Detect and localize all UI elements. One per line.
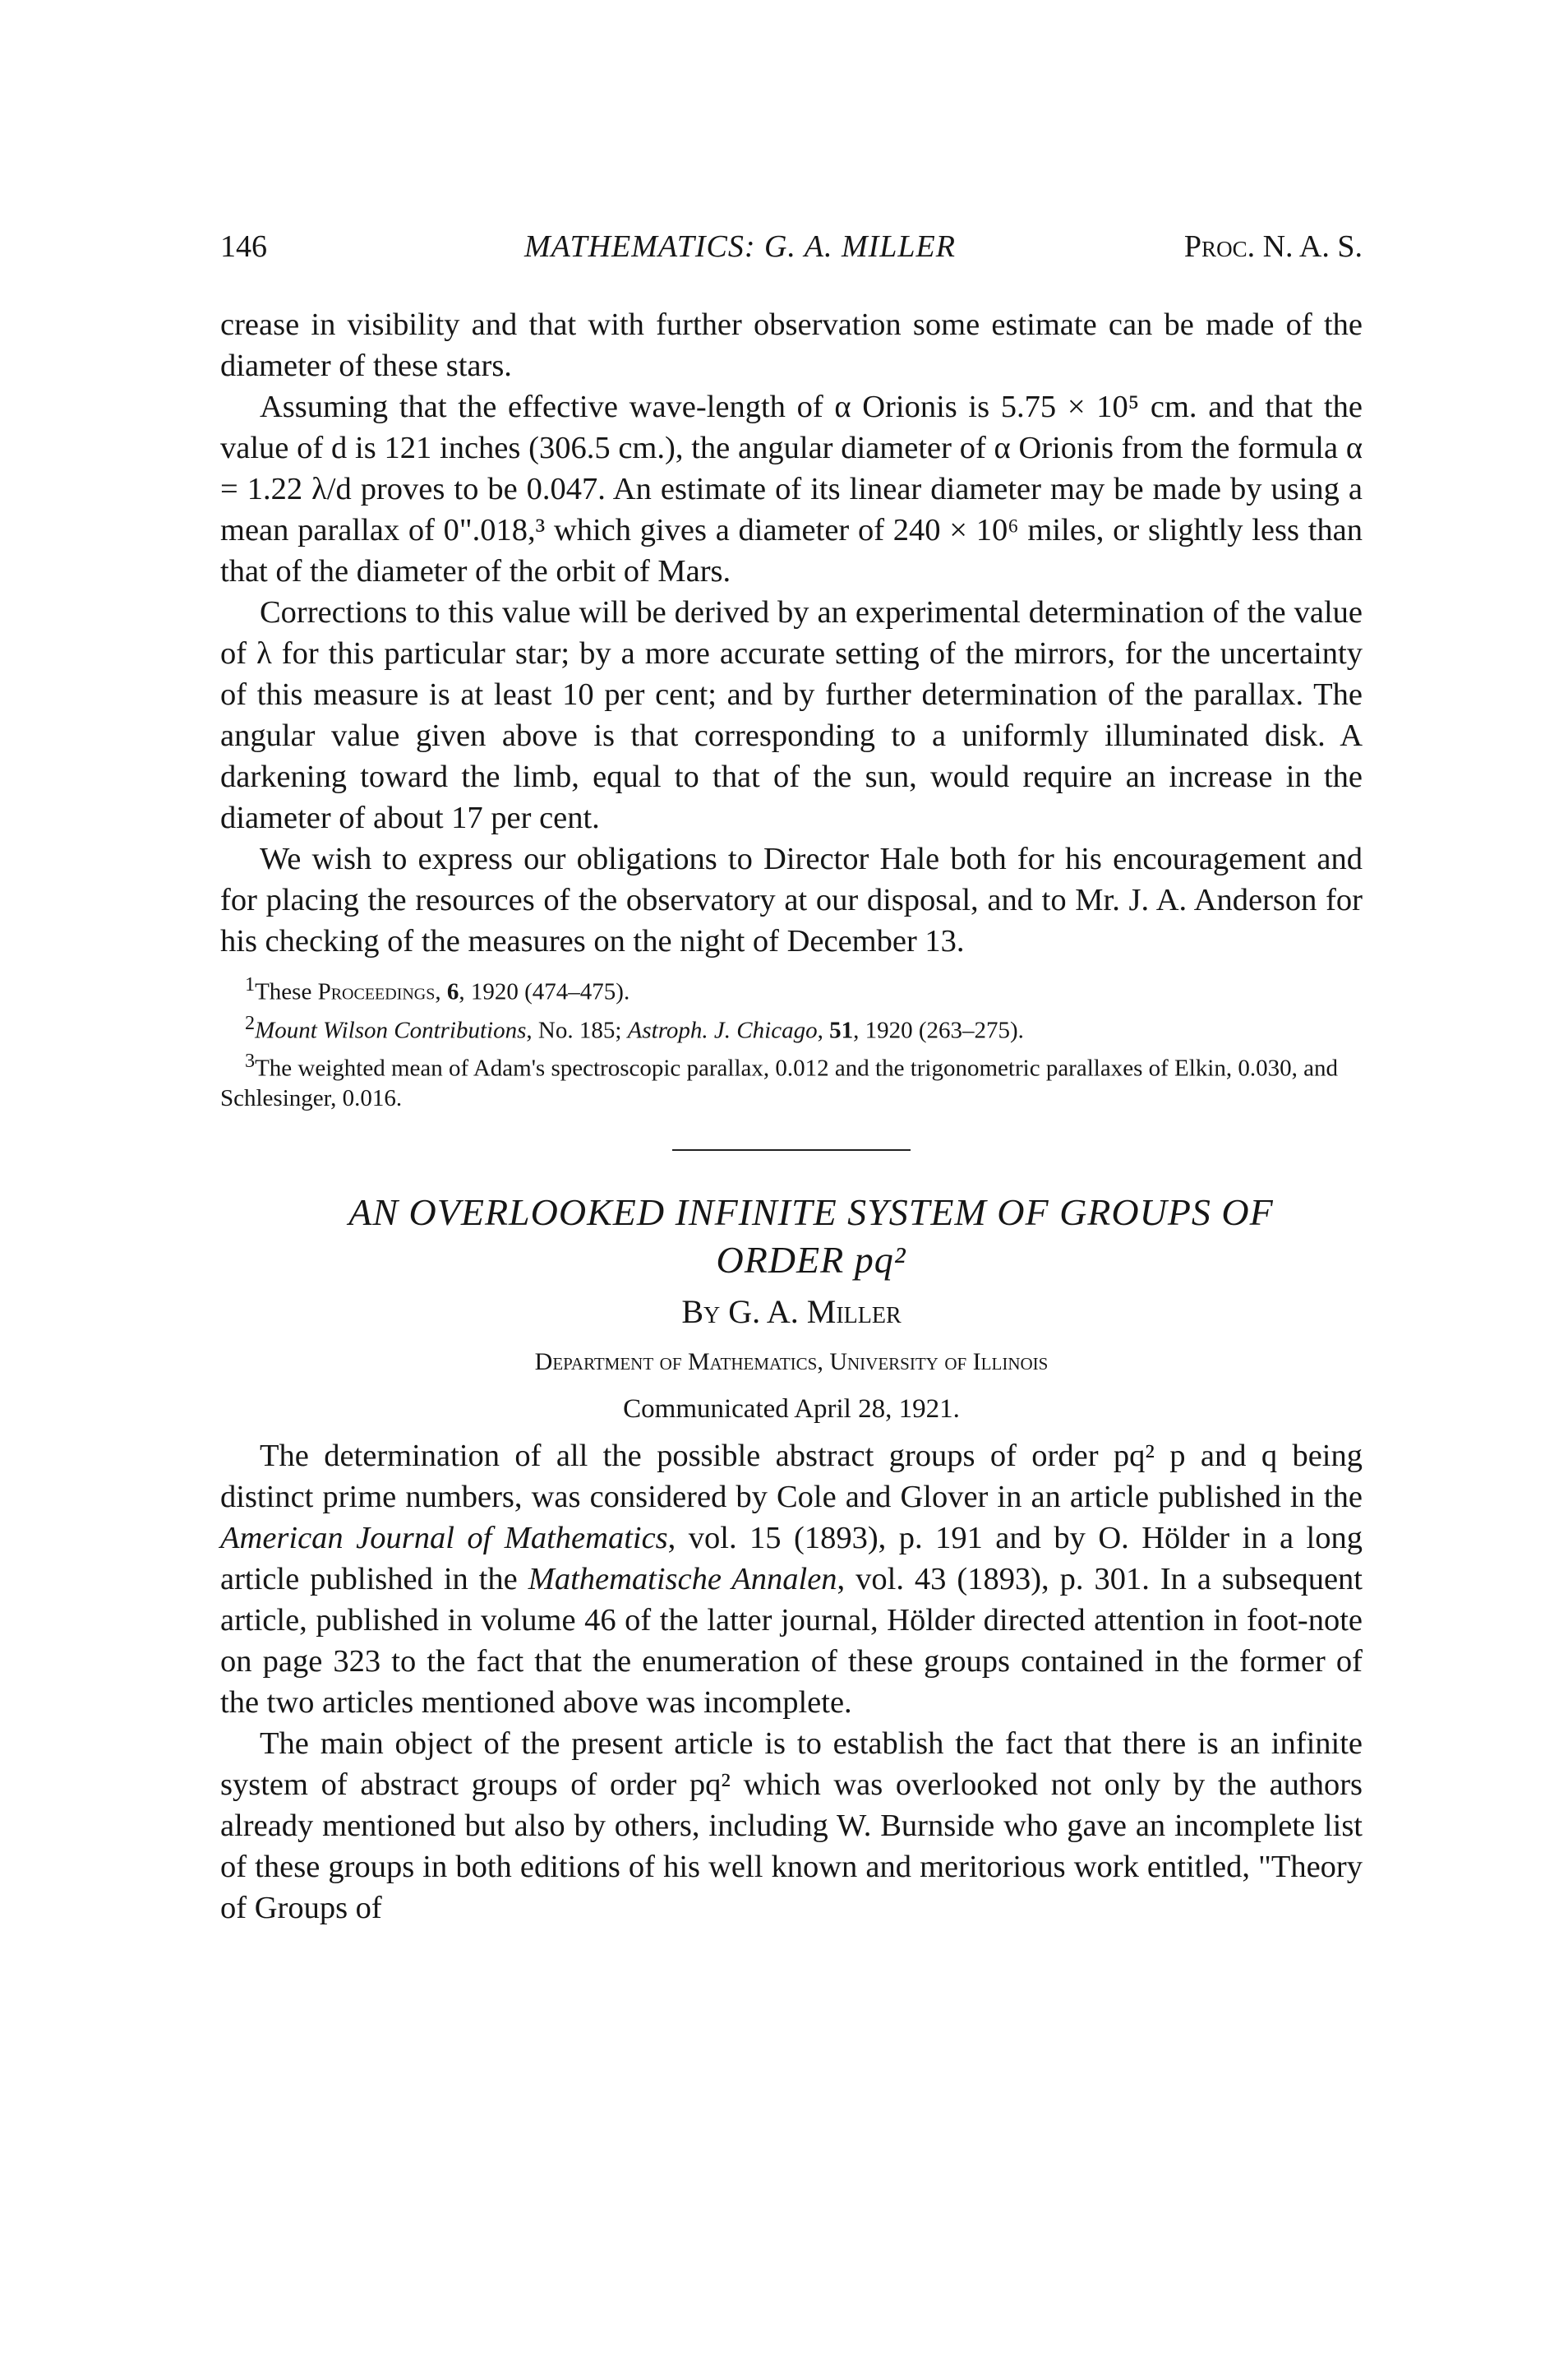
running-title: MATHEMATICS: G. A. MILLER [524, 229, 956, 264]
prev-article-paragraph-4: We wish to express our obligations to Director Hale both for his encouragement and for placing the resources of the observatory at our disposal, and to Mr. J. A. Anderson for his checking of the measures on the night of December 13. [220, 842, 1363, 959]
article-body [220, 1435, 1363, 1929]
text-column [220, 304, 1363, 1929]
running-head [220, 224, 1363, 270]
footnote-mark: 2 [245, 1011, 256, 1034]
article-title-line-2: ORDER pq² [716, 1238, 906, 1281]
footnote-mark: 1 [245, 973, 256, 995]
journal-abbreviation: Proc. N. A. S. [1183, 229, 1363, 264]
article-affiliation: Department of Mathematics, University of Illinois [534, 1347, 1049, 1375]
footnote-3: $^3$The weighted mean of Adam's spectroscopic parallax, 0.012 and the trigonometric parallaxes of Elkin, 0.030, and Schlesinger, 0.016. [220, 1050, 1338, 1111]
footnote-1: $^1$These Proceedings, 6, 1920 (474–475). [245, 973, 630, 1005]
article-communicated: Communicated April 28, 1921. [623, 1393, 960, 1424]
article-paragraph-2: The main object of the present article is to establish the fact that there is an infinite system of abstract groups of order pq² which was overlooked not only by the authors already mentioned but also by others, including W. Burnside who gave an incomplete list of these groups in both editions of his well known and meritorious work entitled, "Theory of Groups of [220, 1725, 1363, 1925]
article-paragraph-1: The determination of all the possible abstract groups of order pq² p and q being distinct prime numbers, was considered by Cole and Glover in an article published in the American Journal of Mathematics, vol. 15 (1893), p. 191 and by O. Hölder in a long article published in the Mathematische Annalen, vol. 43 (1893), p. 301. In a subsequent article, published in volume 46 of the latter journal, Hölder directed attention in foot-note on page 323 to the fact that the enumeration of these groups contained in the former of the two articles mentioned above was incomplete. [220, 1438, 1363, 1720]
section-divider [672, 1149, 911, 1151]
prev-article-paragraph-3: Corrections to this value will be derived by an experimental determination of the value of λ for this particular star; by a more accurate setting of the mirrors, for the uncertainty of this measure is at least 10 per cent; and by further determination of the parallax. The angular value given above is that corresponding to a uniformly illuminated disk. A darkening toward the limb, equal to that of the sun, would require an increase in the diameter of about 17 per cent. [220, 595, 1363, 835]
article-title-line-1: AN OVERLOOKED INFINITE SYSTEM OF GROUPS OF [348, 1190, 1274, 1233]
footnote-mark: 3 [245, 1050, 256, 1073]
journal-citation: Mathematische Annalen [528, 1561, 837, 1596]
footnote-2: $^2$Mount Wilson Contributions, No. 185; Astroph. J. Chicago, 51, 1920 (263–275). [245, 1011, 1024, 1044]
prev-article-paragraph-1: crease in visibility and that with further observation some estimate can be made of the diameter of these stars. [220, 307, 1363, 383]
page-number: 146 [220, 229, 267, 264]
prev-article-paragraph-2: Assuming that the effective wave-length of α Orionis is 5.75 × 10⁵ cm. and that the value of d is 121 inches (306.5 cm.), the angular diameter of α Orionis from the formula α = 1.22 λ/d proves to be 0.047. An estimate of its linear diameter may be made by using a mean parallax of 0".018,³ which gives a diameter of 240 × 10⁶ miles, or slightly less than that of the diameter of the orbit of Mars. [220, 390, 1363, 589]
article-author: By G. A. Miller [681, 1292, 902, 1330]
journal-citation: American Journal of Mathematics [220, 1520, 668, 1555]
footnotes [220, 970, 1363, 1113]
